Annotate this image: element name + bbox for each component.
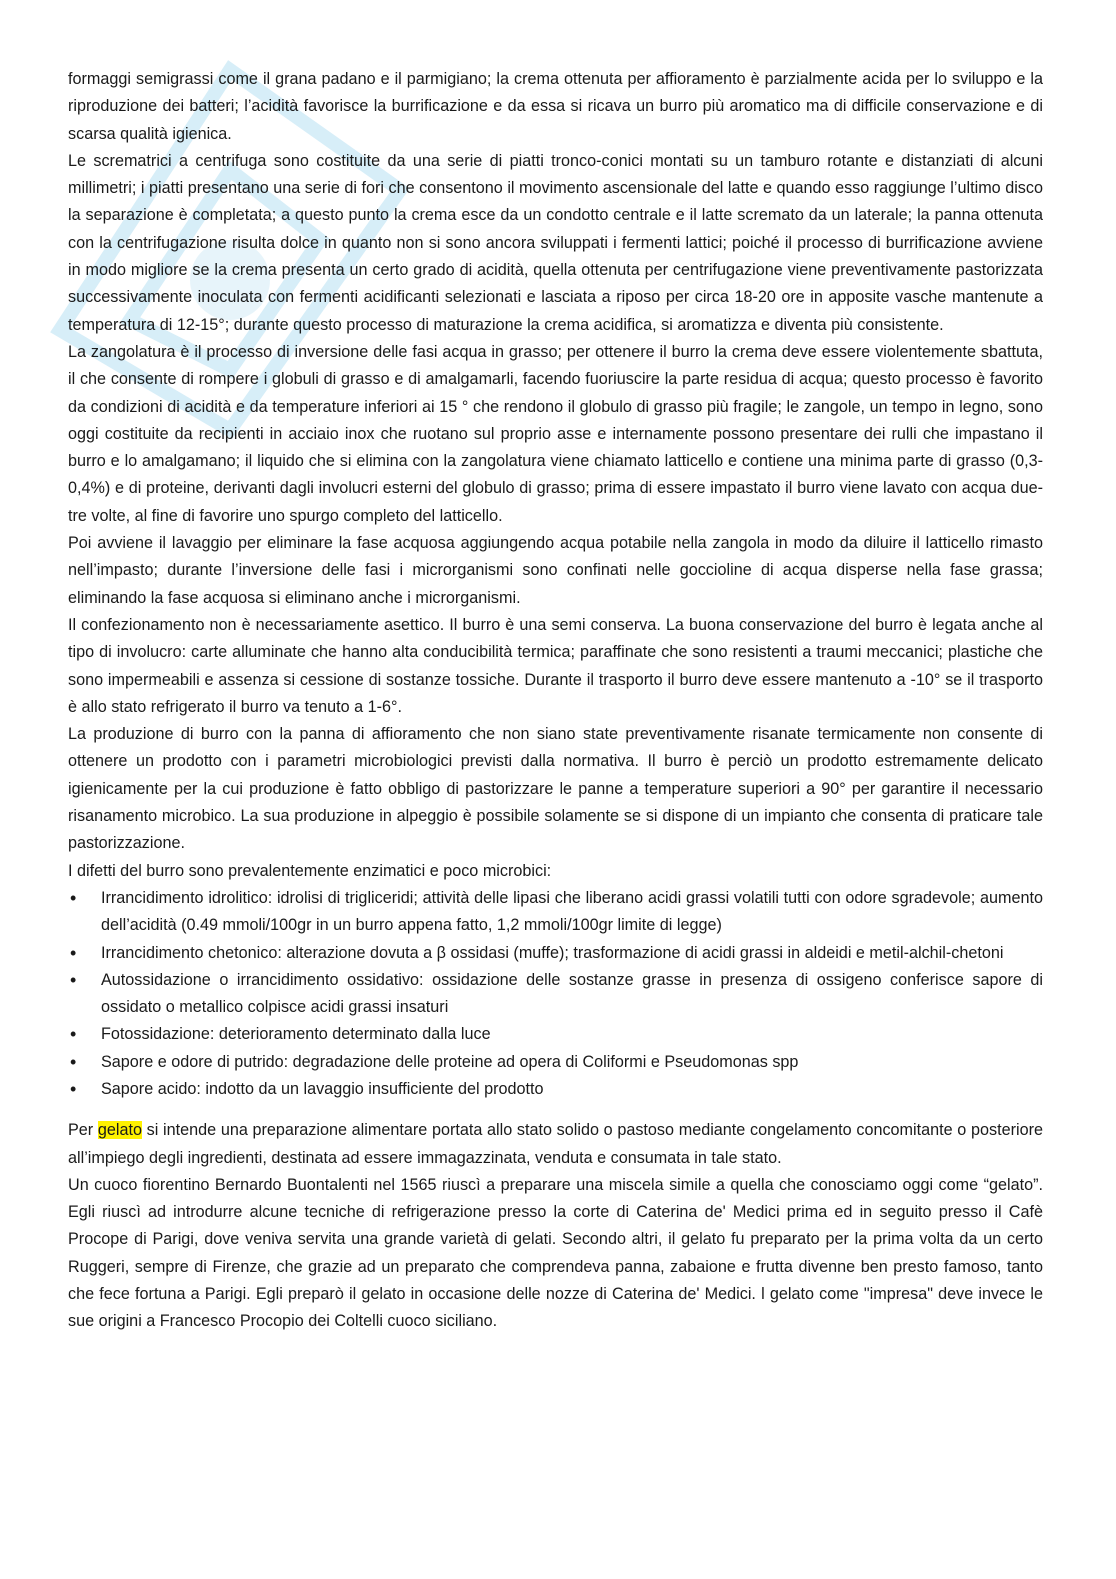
paragraph-gelato-history: Un cuoco fiorentino Bernardo Buontalenti nel 1565 riuscì a preparare una miscela simile a quella che conosciamo oggi come “gelato”. Egli riuscì ad introdurre alcune tecniche di refrigerazione presso la corte di Caterina de' Medici prima ed in seguito presso il Cafè Procope di Parigi, dove veniva servita una grande varietà di gelati. Secondo altri, il gelato fu preparato per la prima volta da un certo Ruggeri, sempre di Firenze, che grazie ad un preparato che comprendeva panna, zabaione e frutta divenne ben presto famoso, tanto che fece fortuna a Parigi. Egli preparò il gelato in occasione delle nozze di Caterina de' Medici. l gelato come "impresa" deve invece le sue origini a Francesco Procopio dei Coltelli cuoco siciliano.	[68, 1175, 1043, 1331]
paragraph-gelato-definition	[68, 1117, 1043, 1172]
list-item: • Sapore acido: indotto da un lavaggio insufficiente del prodotto	[68, 1076, 1043, 1103]
list-item: • Irrancidimento idrolitico: idrolisi di trigliceridi; attività delle lipasi che liberano acidi grassi volatili tutti con odore sgradevole; aumento dell’acidità (0.49 mmoli/100gr in un burro appena fatto, 1,2 mmoli/100gr limite di legge)	[68, 885, 1043, 940]
paragraph-churning: La zangolatura è il processo di inversione delle fasi acqua in grasso; per ottenere il burro la crema deve essere violentemente sbattuta, il che consente di rompere i globuli di grasso e di amalgamarli, facendo fuoriuscire la parte residua di acqua; questo processo è favorito da condizioni di acidità e da temperature inferiori ai 15 ° che rendono il globulo di grasso più fragile; le zangole, un tempo in legno, sono oggi costituite da recipienti in acciaio inox che ruotano sul proprio asse e internamente possono presentare dei rulli che impastano il burro e lo amalgamano; il liquido che si elimina con la zangolatura viene chiamato latticello e contiene una minima parte di grasso (0,3-0,4%) e di proteine, derivanti dagli involucri esterni del globulo di grasso; prima di essere impastato il burro viene lavato con acqua due-tre volte, al fine di favorire uno spurgo completo del latticello.	[68, 342, 1043, 525]
paragraph-cream-acidity: formaggi semigrassi come il grana padano e il parmigiano; la crema ottenuta per affioramento è parzialmente acida per lo sviluppo e la riproduzione dei batteri; l’acidità favorisce la burrificazione e da essa si ricava un burro più aromatico ma di difficile conservazione e di scarsa qualità igienica.	[68, 70, 1043, 143]
gelato-suffix: si intende una preparazione alimentare portata allo stato solido o pastoso mediante congelamento concomitante o posteriore all’impiego degli ingredienti, destinata ad essere immagazzinata, venduta e consumata in tale stato.	[68, 1121, 1043, 1167]
paragraph-packaging: Il confezionamento non è necessariamente asettico. Il burro è una semi conserva. La buona conservazione del burro è legata anche al tipo di involucro: carte alluminate che hanno alta conducibilità termica; paraffinate che sono resistenti a traumi meccanici; plastiche che sono impermeabili e assenza si cessione di sostanze tossiche. Durante il trasporto il burro deve essere mantenuto a -10° se il trasporto è allo stato refrigerato il burro va tenuto a 1-6°.	[68, 615, 1043, 716]
defects-list	[68, 885, 1043, 1103]
list-item: • Fotossidazione: deterioramento determinato dalla luce	[68, 1021, 1043, 1048]
list-item: • Irrancidimento chetonico: alterazione dovuta a β ossidasi (muffe); trasformazione di acidi grassi in aldeidi e metil-alchil-chetoni	[68, 940, 1043, 967]
spacer	[68, 1103, 1043, 1117]
document-body	[68, 66, 1043, 1336]
paragraph-pasteurization: La produzione di burro con la panna di affioramento che non siano state preventivamente risanate termicamente non consente di ottenere un prodotto con i parametri microbiologici previsti dalla normativa. Il burro è perciò un prodotto estremamente delicato igienicamente per la cui produzione è fatto obbligo di pastorizzare le panne a temperature superiori a 90° per garantire il necessario risanamento microbico. La sua produzione in alpeggio è possibile solamente se si dispone di un impianto che consenta di praticare tale pastorizzazione.	[68, 725, 1043, 853]
list-item: • Sapore e odore di putrido: degradazione delle proteine ad opera di Coliformi e Pseudomonas spp	[68, 1049, 1043, 1076]
paragraph-centrifuge: Le scrematrici a centrifuga sono costituite da una serie di piatti tronco-conici montati su un tamburo rotante e distanziati di alcuni millimetri; i piatti presentano una serie di fori che consentono il movimento ascensionale del latte e quando esso raggiunge l’ultimo disco la separazione è completata; a questo punto la crema esce da un condotto centrale e il latte scremato da un laterale; la panna ottenuta con la centrifugazione risulta dolce in quanto non si sono ancora sviluppati i fermenti lattici; poiché il processo di burrificazione avviene in modo migliore se la crema presenta un certo grado di acidità, quella ottenuta per centrifugazione viene preventivamente pastorizzata successivamente inoculata con fermenti acidificanti selezionati e lasciata a riposo per circa 18-20 ore in apposite vasche mantenute a temperatura di 12-15°; durante questo processo di maturazione la crema acidifica, si aromatizza e diventa più consistente.	[68, 151, 1043, 334]
paragraph-washing: Poi avviene il lavaggio per eliminare la fase acquosa aggiungendo acqua potabile nella zangola in modo da diluire il latticello rimasto nell’impasto; durante l’inversione delle fasi i microrganismi sono confinati nelle goccioline di acqua disperse nella fase grassa; eliminando la fase acquosa si eliminano anche i microrganismi.	[68, 534, 1043, 607]
highlighted-term: gelato	[97, 1121, 142, 1140]
paragraph-defects-intro: I difetti del burro sono prevalentemente enzimatici e poco microbici:	[68, 861, 552, 880]
gelato-prefix: Per	[68, 1121, 98, 1140]
list-item: • Autossidazione o irrancidimento ossidativo: ossidazione delle sostanze grasse in presenza di ossigeno conferisce sapore di ossidato o metallico colpisce acidi grassi insaturi	[68, 967, 1043, 1022]
